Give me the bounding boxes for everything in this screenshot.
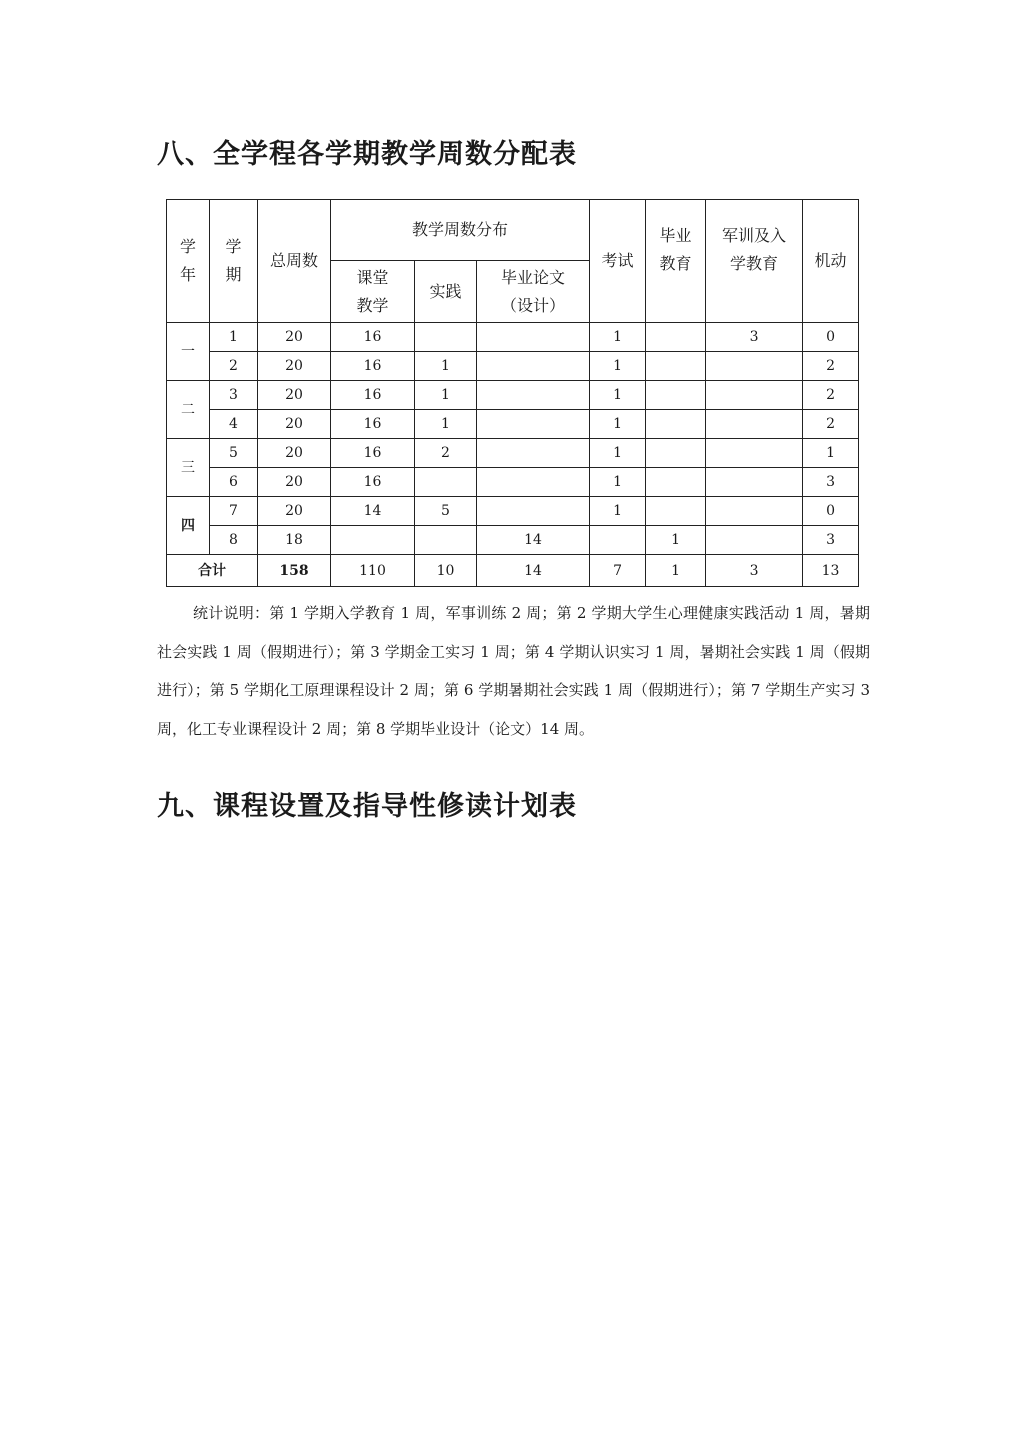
header-year — [167, 200, 210, 323]
total-thesis-cell: 14 — [477, 555, 590, 587]
table-row — [167, 468, 859, 497]
total-label: 合计 — [167, 555, 258, 587]
total-weeks-cell: 18 — [258, 526, 331, 555]
military-cell — [706, 468, 803, 497]
practice-cell: 1 — [415, 410, 477, 439]
graduation-cell — [646, 410, 706, 439]
total-total-cell: 158 — [258, 555, 331, 587]
graduation-cell — [646, 439, 706, 468]
practice-cell — [415, 468, 477, 497]
total-weeks-cell: 20 — [258, 323, 331, 352]
header-term — [210, 200, 258, 323]
practice-cell: 5 — [415, 497, 477, 526]
exam-cell: 1 — [590, 468, 646, 497]
practice-cell — [415, 526, 477, 555]
header-practice: 实践 — [415, 261, 477, 323]
classroom-cell: 16 — [331, 352, 415, 381]
section-9-title: 九、课程设置及指导性修读计划表 — [157, 791, 577, 822]
section-8-title: 八、全学程各学期教学周数分配表 — [157, 139, 577, 170]
table-row — [167, 410, 859, 439]
year-cell: 三 — [167, 439, 210, 497]
exam-cell: 1 — [590, 381, 646, 410]
table-row — [167, 381, 859, 410]
term-cell: 6 — [210, 468, 258, 497]
header-classroom: 课堂教学 — [331, 261, 415, 323]
graduation-cell — [646, 352, 706, 381]
practice-cell: 1 — [415, 352, 477, 381]
total-weeks-cell: 20 — [258, 381, 331, 410]
table-row — [167, 323, 859, 352]
military-cell — [706, 497, 803, 526]
term-cell: 1 — [210, 323, 258, 352]
header-term-label: 学期 — [225, 237, 242, 284]
header-flexible: 机动 — [803, 200, 859, 323]
year-cell: 一 — [167, 323, 210, 381]
header-graduation-education — [646, 200, 706, 323]
classroom-cell: 16 — [331, 381, 415, 410]
flexible-cell: 3 — [803, 526, 859, 555]
exam-cell: 1 — [590, 497, 646, 526]
military-cell — [706, 439, 803, 468]
header-distribution: 教学周数分布 — [331, 200, 590, 261]
thesis-cell — [477, 381, 590, 410]
table-row — [167, 352, 859, 381]
term-cell: 5 — [210, 439, 258, 468]
flexible-cell: 0 — [803, 497, 859, 526]
total-classroom-cell: 110 — [331, 555, 415, 587]
military-cell — [706, 410, 803, 439]
total-military-cell: 3 — [706, 555, 803, 587]
teaching-weeks-table — [166, 199, 859, 587]
practice-cell — [415, 323, 477, 352]
exam-cell — [590, 526, 646, 555]
thesis-cell — [477, 439, 590, 468]
thesis-cell — [477, 497, 590, 526]
graduation-cell — [646, 381, 706, 410]
graduation-cell: 1 — [646, 526, 706, 555]
total-weeks-cell: 20 — [258, 468, 331, 497]
practice-cell: 1 — [415, 381, 477, 410]
classroom-cell: 16 — [331, 323, 415, 352]
flexible-cell: 2 — [803, 410, 859, 439]
classroom-cell: 16 — [331, 410, 415, 439]
military-cell — [706, 352, 803, 381]
table-row — [167, 526, 859, 555]
military-cell — [706, 526, 803, 555]
thesis-cell: 14 — [477, 526, 590, 555]
total-graduation-cell: 1 — [646, 555, 706, 587]
exam-cell: 1 — [590, 410, 646, 439]
exam-cell: 1 — [590, 439, 646, 468]
term-cell: 7 — [210, 497, 258, 526]
header-row — [167, 200, 859, 261]
header-thesis: 毕业论文（设计） — [477, 261, 590, 323]
exam-cell: 1 — [590, 352, 646, 381]
total-weeks-cell: 20 — [258, 352, 331, 381]
flexible-cell: 2 — [803, 352, 859, 381]
graduation-cell — [646, 323, 706, 352]
total-flexible-cell: 13 — [803, 555, 859, 587]
military-cell — [706, 381, 803, 410]
header-exam: 考试 — [590, 200, 646, 323]
term-cell: 3 — [210, 381, 258, 410]
term-cell: 8 — [210, 526, 258, 555]
thesis-cell — [477, 468, 590, 497]
term-cell: 2 — [210, 352, 258, 381]
thesis-cell — [477, 352, 590, 381]
header-graduation-education-label: 毕业教育 — [659, 226, 692, 273]
classroom-cell: 14 — [331, 497, 415, 526]
total-weeks-cell: 20 — [258, 410, 331, 439]
flexible-cell: 2 — [803, 381, 859, 410]
classroom-cell: 16 — [331, 468, 415, 497]
graduation-cell — [646, 468, 706, 497]
term-cell: 4 — [210, 410, 258, 439]
flexible-cell: 1 — [803, 439, 859, 468]
year-cell: 四 — [167, 497, 210, 555]
header-military-training-label: 军训及入学教育 — [722, 226, 787, 273]
exam-cell: 1 — [590, 323, 646, 352]
flexible-cell: 0 — [803, 323, 859, 352]
practice-cell: 2 — [415, 439, 477, 468]
thesis-cell — [477, 410, 590, 439]
total-row — [167, 555, 859, 587]
classroom-cell — [331, 526, 415, 555]
header-military-training — [706, 200, 803, 323]
total-weeks-cell: 20 — [258, 497, 331, 526]
total-practice-cell: 10 — [415, 555, 477, 587]
military-cell: 3 — [706, 323, 803, 352]
thesis-cell — [477, 323, 590, 352]
table-row — [167, 497, 859, 526]
total-weeks-cell: 20 — [258, 439, 331, 468]
year-cell: 二 — [167, 381, 210, 439]
graduation-cell — [646, 497, 706, 526]
total-exam-cell: 7 — [590, 555, 646, 587]
classroom-cell: 16 — [331, 439, 415, 468]
header-total-weeks: 总周数 — [258, 200, 331, 323]
table-row — [167, 439, 859, 468]
statistics-note: 统计说明：第 1 学期入学教育 1 周，军事训练 2 周；第 2 学期大学生心理健康实践活动 1 周，暑期社会实践 1 周（假期进行）；第 3 学期金工实习 1 周；第 4 学期认识实习 1 周，暑期社会实践 1 周（假期进行）；第 5 学期化工原理课程设计 2 周；第 6 学期暑期社会实践 1 周（假期进行）；第 7 学期生产实习 3 周，化工专业课程设计 2 周；第 8 学期毕业设计（论文）14 周。 — [157, 604, 870, 738]
header-year-label: 学年 — [180, 237, 197, 284]
flexible-cell: 3 — [803, 468, 859, 497]
